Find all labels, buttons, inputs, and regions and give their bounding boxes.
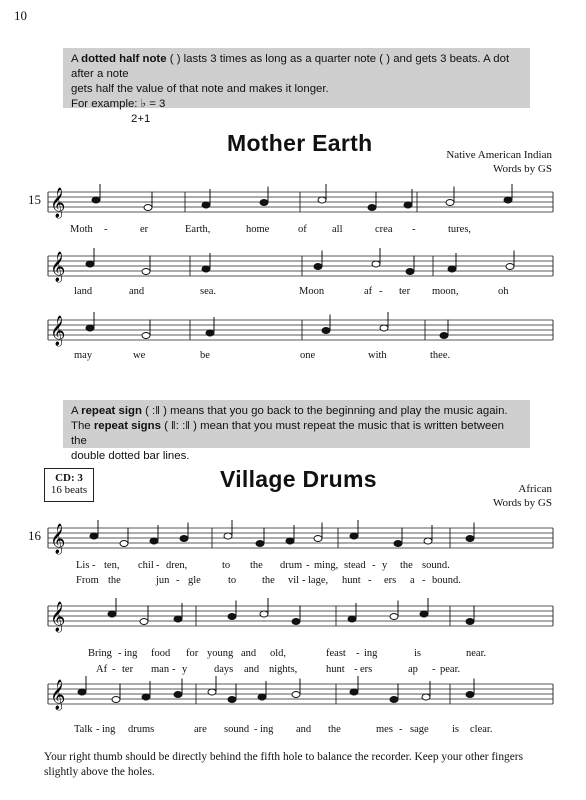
dotted-half-note-icon: ♭: [140, 98, 147, 110]
song1-staff-lines: [48, 184, 553, 347]
svg-text:𝄞: 𝄞: [50, 252, 66, 281]
footer-note: Your right thumb should be directly behind the fifth hole to balance the recorder. Keep your other fingers slightly above the holes.: [44, 751, 524, 778]
song2-staff-2: [48, 598, 553, 633]
info-line-1: A dotted half note ( ) lasts 3 times as long as a quarter note ( ) and gets 3 beats. A dot after a note: [71, 53, 510, 80]
svg-text:𝄞: 𝄞: [50, 188, 66, 217]
repeat-sign-info-box: [63, 400, 530, 462]
info2-line-2: The repeat signs ( ‖: :‖ ) mean that you must repeat the music that is written between the: [71, 420, 504, 447]
repeat-sign-icon: ( :‖ ): [145, 405, 167, 417]
repeat-sign-term: repeat sign: [81, 405, 142, 417]
repeat-signs-icon: ( ‖: :‖ ): [164, 420, 197, 432]
svg-text:𝄞: 𝄞: [50, 524, 66, 553]
info-line-3: For example: ♭ = 3: [71, 98, 166, 110]
song2-number: 16: [28, 528, 41, 543]
svg-text:𝄞: 𝄞: [50, 680, 66, 709]
song-title-village-drums: Village Drums: [220, 466, 377, 492]
info2-line-1: A repeat sign ( :‖ ) means that you go back to the beginning and play the music again.: [71, 405, 508, 417]
song-title-mother-earth: Mother Earth: [227, 130, 373, 156]
svg-text:𝄞: 𝄞: [50, 316, 66, 345]
song1-number: 15: [28, 192, 41, 207]
song1-staff-2: [48, 248, 553, 283]
info-line-4: 2+1: [131, 113, 151, 125]
song2-staff-1: [48, 520, 553, 555]
song1-staff-3: [48, 312, 553, 347]
page-number: 10: [14, 8, 27, 23]
song2-staff-3: [48, 676, 553, 711]
song2-staff-lines: [48, 520, 553, 711]
info2-line-3: double dotted bar lines.: [71, 450, 190, 462]
cd-track-box: CD: 3 16 beats: [44, 468, 94, 502]
song1-staff-1: [48, 184, 553, 219]
repeat-signs-term: repeat signs: [93, 420, 161, 432]
info-line-2: gets half the value of that note and makes it longer.: [71, 83, 329, 95]
svg-text:𝄞: 𝄞: [50, 602, 66, 631]
song1-credit: Native American Indian Words by GS: [446, 149, 552, 175]
song2-credit: African Words by GS: [492, 483, 552, 509]
dotted-half-note-term: dotted half note: [81, 53, 167, 65]
